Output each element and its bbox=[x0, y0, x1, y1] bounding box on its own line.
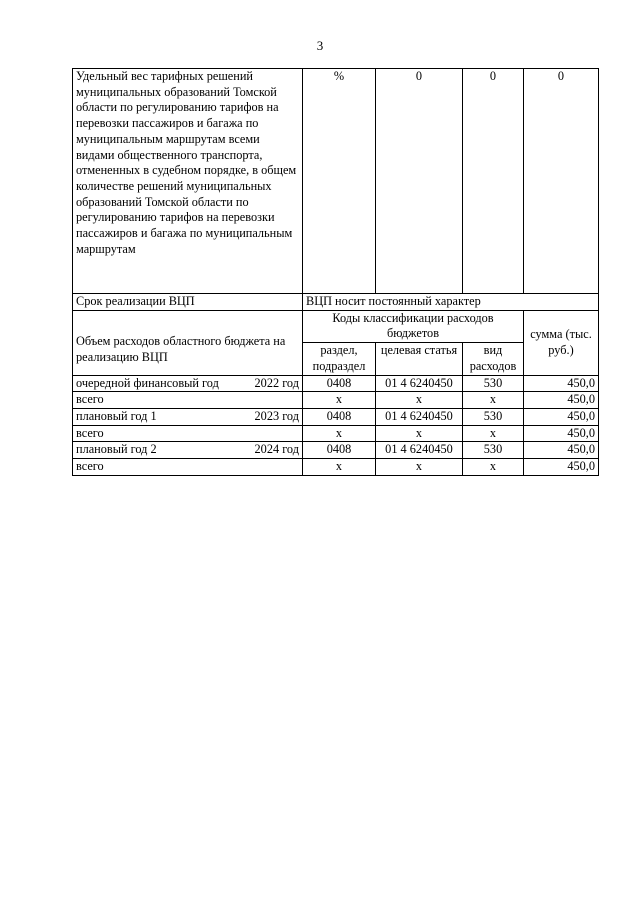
program-table bbox=[72, 68, 599, 476]
budget-row bbox=[73, 425, 599, 442]
row-target: 01 4 6240450 bbox=[376, 442, 463, 459]
row-section: х bbox=[303, 425, 376, 442]
col-sum-header: сумма (тыс. руб.) bbox=[524, 310, 599, 375]
row-target: 01 4 6240450 bbox=[376, 375, 463, 392]
row-label: всего bbox=[76, 425, 104, 440]
indicator-unit: % bbox=[303, 69, 376, 294]
budget-row bbox=[73, 459, 599, 476]
col-section-header: раздел, подраздел bbox=[303, 343, 376, 375]
row-label: плановый год 2 bbox=[76, 442, 157, 457]
term-value: ВЦП носит постоянный характер bbox=[303, 294, 599, 311]
row-section: 0408 bbox=[303, 408, 376, 425]
row-type: 530 bbox=[463, 442, 524, 459]
budget-row bbox=[73, 392, 599, 409]
indicator-name: Удельный вес тарифных решений муниципальных образований Томской области по регулированию тарифов на перевозки пассажиров и багажа по муниципальным маршрутам всеми видами общественного транспорта, отмененных в судебном порядке, в общем количестве решений муниципальных образований Томской области по регулированию тарифов на перевозки пассажиров и багажа по муниципальным маршрутам bbox=[73, 69, 303, 294]
term-row bbox=[73, 294, 599, 311]
codes-title: Коды классификации расходов бюджетов bbox=[303, 310, 524, 342]
indicator-value-1: 0 bbox=[376, 69, 463, 294]
row-target: х bbox=[376, 392, 463, 409]
budget-row-label bbox=[73, 442, 303, 459]
row-sum: 450,0 bbox=[524, 375, 599, 392]
col-type-header: вид расходов bbox=[463, 343, 524, 375]
budget-row-label bbox=[73, 375, 303, 392]
row-sum: 450,0 bbox=[524, 392, 599, 409]
budget-row bbox=[73, 408, 599, 425]
row-sum: 450,0 bbox=[524, 459, 599, 476]
row-year: 2023 год bbox=[254, 408, 299, 423]
row-sum: 450,0 bbox=[524, 425, 599, 442]
row-target: х bbox=[376, 425, 463, 442]
row-sum: 450,0 bbox=[524, 408, 599, 425]
row-label: всего bbox=[76, 392, 104, 407]
row-label: всего bbox=[76, 459, 104, 474]
row-sum: 450,0 bbox=[524, 442, 599, 459]
budget-header-row-1 bbox=[73, 310, 599, 342]
row-type: х bbox=[463, 392, 524, 409]
page-number: 3 bbox=[316, 38, 324, 53]
row-type: 530 bbox=[463, 375, 524, 392]
budget-row bbox=[73, 375, 599, 392]
row-type: х bbox=[463, 425, 524, 442]
row-label: плановый год 1 bbox=[76, 408, 157, 423]
row-target: 01 4 6240450 bbox=[376, 408, 463, 425]
row-section: 0408 bbox=[303, 442, 376, 459]
budget-label-text: Объем расходов областного бюджета на реализацию ВЦП bbox=[76, 333, 286, 364]
col-target-header: целевая статья bbox=[376, 343, 463, 375]
row-type: 530 bbox=[463, 408, 524, 425]
budget-row-label bbox=[73, 425, 303, 442]
budget-row bbox=[73, 442, 599, 459]
indicator-row bbox=[73, 69, 599, 294]
row-section: х bbox=[303, 459, 376, 476]
budget-row-label bbox=[73, 408, 303, 425]
term-label: Срок реализации ВЦП bbox=[73, 294, 303, 311]
budget-row-label bbox=[73, 392, 303, 409]
row-type: х bbox=[463, 459, 524, 476]
row-label: очередной финансовый год bbox=[76, 375, 219, 390]
row-year: 2024 год bbox=[254, 442, 299, 457]
row-section: х bbox=[303, 392, 376, 409]
indicator-value-3: 0 bbox=[524, 69, 599, 294]
row-year: 2022 год bbox=[254, 375, 299, 390]
budget-label bbox=[73, 310, 303, 375]
row-target: х bbox=[376, 459, 463, 476]
row-section: 0408 bbox=[303, 375, 376, 392]
budget-row-label bbox=[73, 459, 303, 476]
indicator-value-2: 0 bbox=[463, 69, 524, 294]
